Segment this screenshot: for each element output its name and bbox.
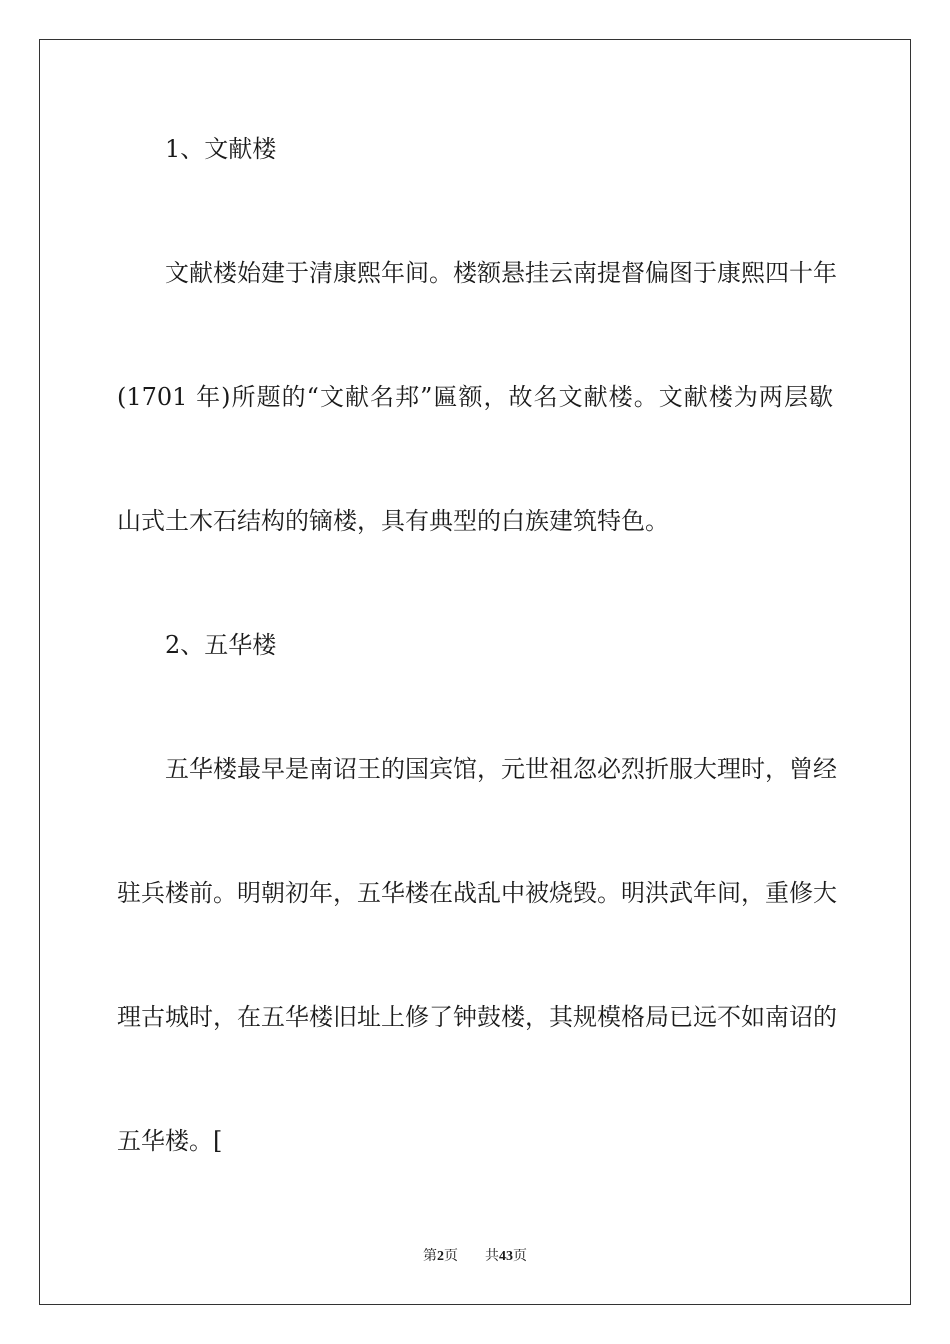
paragraph-1-line-2: (1701 年)所题的“文献名邦”匾额，故名文献楼。文献楼为两层歇 xyxy=(117,383,833,411)
paragraph-2-line-4: 五华楼。[ xyxy=(117,1127,223,1155)
paragraph-1-line-3: 山式土木石结构的镝楼，具有典型的白族建筑特色。 xyxy=(117,507,669,535)
page-prefix: 第 xyxy=(423,1248,438,1264)
section-heading-wenxian-lou: 1、文献楼 xyxy=(165,135,277,163)
page-total xyxy=(485,1246,527,1267)
current-page-number: 2 xyxy=(437,1249,445,1264)
page-unit: 页 xyxy=(444,1248,459,1264)
page-border xyxy=(39,39,911,1305)
paragraph-2-line-2: 驻兵楼前。明朝初年，五华楼在战乱中被烧毁。明洪武年间，重修大 xyxy=(117,879,837,907)
section-heading-wuhua-lou: 2、五华楼 xyxy=(165,631,277,659)
page-footer xyxy=(0,1246,950,1267)
total-page-count: 43 xyxy=(498,1249,513,1264)
page-number xyxy=(423,1246,458,1267)
paragraph-2-line-3: 理古城时，在五华楼旧址上修了钟鼓楼，其规模格局已远不如南诏的 xyxy=(117,1003,837,1031)
total-prefix: 共 xyxy=(484,1248,499,1264)
paragraph-1-line-1: 文献楼始建于清康熙年间。楼额悬挂云南提督偏图于康熙四十年 xyxy=(165,259,837,287)
paragraph-2-line-1: 五华楼最早是南诏王的国宾馆，元世祖忽必烈折服大理时，曾经 xyxy=(165,755,837,783)
total-unit: 页 xyxy=(512,1248,527,1264)
